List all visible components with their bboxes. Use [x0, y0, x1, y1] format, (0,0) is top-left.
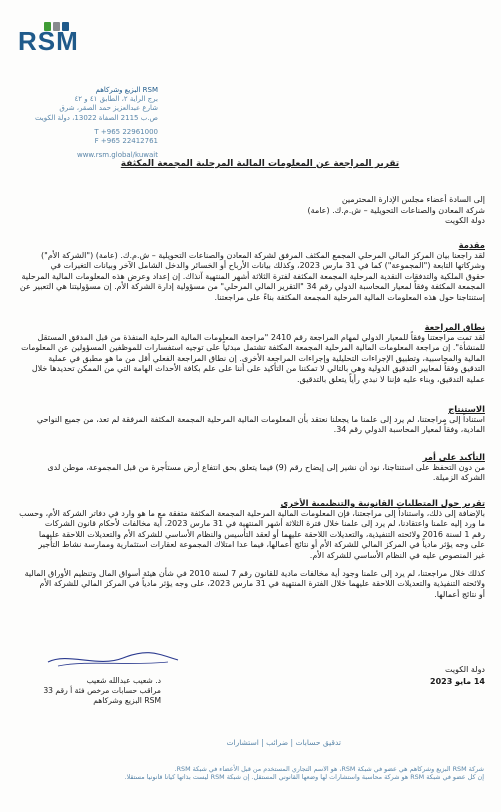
- phone-line: T +965 22961000: [94, 127, 158, 136]
- fax-line: F +965 22412761: [94, 137, 158, 146]
- conclusion-section: [15, 404, 485, 436]
- place-date: [385, 664, 485, 688]
- paragraph-line: الشركة الزميلة.: [432, 473, 485, 483]
- footer-services: تدقيق حسابات | ضرائب | استشارات: [226, 738, 341, 747]
- paragraph-line: المادية، وفقاً لمعيار المحاسبة الدولي رقم 34.: [333, 425, 485, 435]
- section-heading: نطاق المراجعة: [424, 322, 485, 332]
- paragraph-line: للمنشأة". إن مراجعة المعلومات المالية المرحلية المجمعة المكثفة تشتمل مبدئياً على توجيه استفسارات للموظفين المسؤولين عن المعلومات: [21, 343, 485, 353]
- paragraph-line: بالإضافة إلى ذلك، واستناداً إلى مراجعتنا، فإن المعلومات المالية المرحلية المجمعة المكثفة متفقة مع ما هو وارد في دفاتر الشركة الأم، وحسب: [19, 508, 485, 518]
- paragraph-line: على وجه يؤثر مادياً في المركز المالي للشركة الأم أو نتائج أعمالها، فيما عدا امتلاك المجموعة لعقارات استثمارية وممارسة نشاط التأجير: [38, 540, 485, 550]
- signatory-license: مراقب حسابات مرخص فئة أ رقم 33: [43, 686, 161, 695]
- paragraph-line: كذلك خلال مراجعتنا، لم يرد إلى علمنا وجود أية مخالفات مادية للقانون رقم 7 لسنة 2010 في شأن هيئة أسواق المال وتنظيم الأوراق المالية: [24, 568, 485, 578]
- addressee-line: شركة المعادن والصناعات التحويلية – ش.م.ك. (عامة): [307, 205, 485, 215]
- contact-line: RSM البزيع وشركاهم: [95, 86, 158, 94]
- paragraph-line: حقوق الملكية والتدفقات النقدية المرحلية المجمعة المكثفة لفترة الثلاثة أشهر المنتهية آنذاك. إن إعداد وعرض هذه المعلومات المالية المرحلية: [21, 271, 485, 281]
- paragraph-line: لقد راجعنا بيان المركز المالي المرحلي المجمع المكثف المرفق لشركة المعادن والصناعات التحويلية – ش.م.ك. (عامة) ("الشركة الأم"): [41, 250, 485, 260]
- paragraph-line: المجمعة المكثفة وفقاً لمعيار المحاسبة الدولي رقم 34 "التقرير المالي المرحلي" من مسؤولية إدارة الشركة الأم. إن مسؤوليتنا هي التعبير عن: [19, 282, 485, 292]
- paragraph-line: غير المنصوص عليه في النظام الأساسي للشركة الأم.: [309, 550, 485, 560]
- addressee-line: دولة الكويت: [445, 216, 485, 226]
- paragraph-line: التدقيق وفقاً لمعايير التدقيق الدولية وهي بالتالي لا تمكننا من التأكيد على أننا على علم بكافة الأحداث الهامة التي من الممكن تحديدها خلال: [31, 364, 485, 374]
- paragraph-line: استناداً إلى مراجعتنا، لم يرد إلى علمنا ما يجعلنا نعتقد بأن المعلومات المالية المرحلية المجمعة المكثفة المرفقة لم تعد، من جميع النواحي: [36, 414, 485, 424]
- section-heading: تقرير حول المتطلبات القانونية والتنظيمية الأخرى: [280, 498, 485, 508]
- section-heading: الاستنتاج: [448, 404, 485, 414]
- intro-section: [15, 240, 485, 304]
- legal-section: [15, 498, 485, 600]
- paragraph-line: ما ورد إليه علمنا واعتقادنا، لم يرد إلى علمنا خلال فترة الثلاثة أشهر المنتهية في 31 مارس 2023، أية مخالفات لأحكام قانون الشركات: [44, 519, 485, 529]
- paragraph-line: إستنتاجنا حول هذه المعلومات المالية المرحلية المجمعة المكثفة بناءً على مراجعتنا.: [214, 292, 485, 302]
- logo-text: RSM: [18, 26, 79, 56]
- contact-line: برج الراية ٢، الطابق ٤١ و ٤٢: [74, 95, 158, 104]
- addressee: [45, 195, 485, 227]
- paragraph-line: وشركاتها التابعة ("المجموعة") كما في 31 مارس 2023، وكذلك بيانات الأرباح أو الخسائر والدخل الشامل الآخر وبيانات التغيرات في: [50, 261, 485, 271]
- website-link[interactable]: www.rsm.global/kuwait: [76, 151, 158, 160]
- paragraph-line: رقم 1 لسنة 2016 ولائحته التنفيذية، والتعديلات اللاحقة عليهما أو لعقد التأسيس والنظام الأساسي للشركة الأم والتعديلات اللاحقة عليهما: [38, 529, 485, 539]
- paragraph-line: لقد تمت مراجعتنا وفقاً للمعيار الدولي لمهام المراجعة رقم 2410 "مراجعة المعلومات المالية المرحلية المنفذة من قبل المدقق المستقل: [37, 332, 485, 342]
- handwritten-signature: [28, 648, 188, 672]
- place: دولة الكويت: [445, 665, 485, 674]
- signatory-firm: RSM البزيع وشركاهم: [93, 696, 161, 705]
- paragraph-line: ولائحته التنفيذية والتعديلات اللاحقة عليهما خلال الفترة المنتهية في 31 مارس 2023، على وجه يؤثر مادياً في المركز المالي للشركة الأم: [39, 579, 485, 589]
- paragraph-line: من دون التحفظ على استنتاجنا، نود أن نشير إلى إيضاح رقم (9) فيما يتعلق بحق انتفاع أرض مستأجرة من قبل المجموعة، موطن لدى: [47, 462, 485, 472]
- footer-note-line: شركة RSM البزيع وشركاهم هي عضو في شبكة RSM، هو الاسم التجاري المستخدم من قبل الأعضاء في شبكة RSM.: [174, 765, 484, 773]
- report-title: تقرير المراجعة عن المعلومات المالية المرحلية المجمعة المكثفة: [120, 159, 400, 169]
- section-heading: التأكيد على أمر: [422, 452, 485, 462]
- contact-block: [34, 86, 158, 160]
- signature-block: [1, 676, 161, 706]
- paragraph-line: عملية التدقيق، وبناء عليه فإننا لا نبدي رأياً يتعلق بالتدقيق.: [297, 374, 485, 384]
- contact-line: شارع عبدالعزيز حمد الصقر، شرق: [59, 104, 158, 113]
- footer-note-line: إن كل عضو في شبكة RSM هو شركة محاسبة واستشارات لها وضعها القانوني المستقل. إن شبكة RSM ليست بذاتها كيانا قانونيا مستقلا.: [124, 773, 484, 782]
- paragraph-line: أو نتائج أعمالها.: [434, 589, 485, 599]
- date: 14 مايو 2023: [430, 677, 485, 686]
- scope-section: [15, 322, 485, 386]
- signatory-name: د. شعيب عبدالله شعيب: [86, 676, 161, 685]
- footer-note: [16, 765, 484, 782]
- section-heading: مقدمة: [458, 240, 485, 250]
- emphasis-section: [15, 452, 485, 484]
- contact-line: ص.ب 2115 الصفاة 13022، دولة الكويت: [34, 113, 158, 122]
- addressee-line: إلى السادة أعضاء مجلس الإدارة المحترمين: [341, 195, 485, 204]
- paragraph-line: المالية والمحاسبية، وتطبيق الإجراءات التحليلية وإجراءات المراجعة الأخرى. إن نطاق المراجعة الفعلي أقل من ما هو مطبق في عملية: [48, 353, 485, 363]
- rsm-logo: [16, 14, 79, 56]
